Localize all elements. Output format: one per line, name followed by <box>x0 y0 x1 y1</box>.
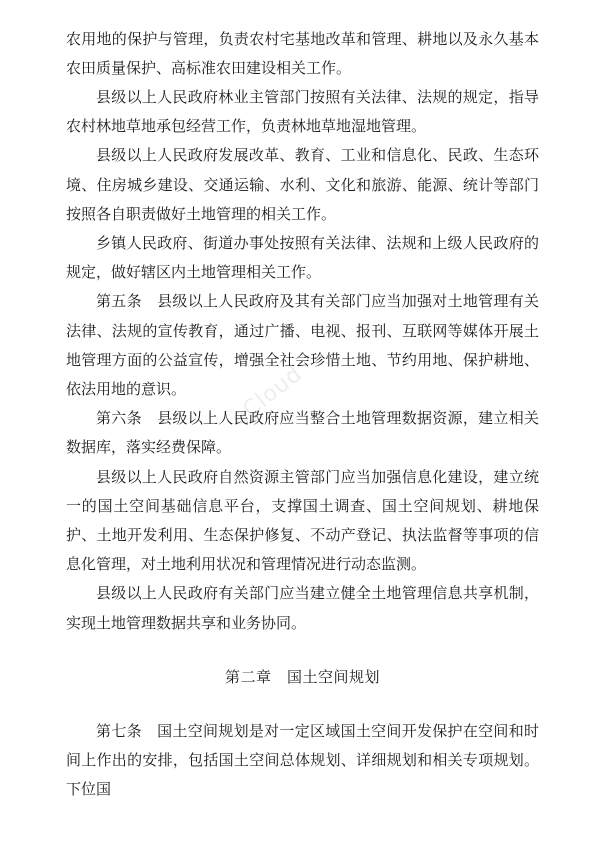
article-5: 第五条 县级以上人民政府及其有关部门应当加强对土地管理有关法律、法规的宣传教育，通过广播、电视、报刊、互联网等媒体开展土地管理方面的公益宣传，增强全社会珍惜土地、节约用地、保护耕地、依法用地的意识。 <box>66 292 539 399</box>
paragraph-departments: 县级以上人民政府发展改革、教育、工业和信息化、民政、生态环境、住房城乡建设、交通运输、水利、文化和旅游、能源、统计等部门按照各自职责做好土地管理的相关工作。 <box>66 146 539 223</box>
watermark-logo: eCloud <box>226 361 308 432</box>
article-6: 第六条 县级以上人民政府应当整合土地管理数据资源，建立相关数据库，落实经费保障。 <box>66 409 539 457</box>
paragraph-township: 乡镇人民政府、街道办事处按照有关法律、法规和上级人民政府的规定，做好辖区内土地管理相关工作。 <box>66 234 539 282</box>
paragraph-informatization: 县级以上人民政府自然资源主管部门应当加强信息化建设，建立统一的国土空间基础信息平台，支撑国土调查、国土空间规划、耕地保护、土地开发利用、生态保护修复、不动产登记、执法监督等事项的信息化管理，对土地利用状况和管理情况进行动态监测。 <box>66 467 539 574</box>
document-body <box>66 25 539 805</box>
paragraph-data-sharing: 县级以上人民政府有关部门应当建立健全土地管理信息共享机制，实现土地管理数据共享和业务协同。 <box>66 584 539 632</box>
paragraph-forestry: 县级以上人民政府林业主管部门按照有关法律、法规的规定，指导农村林地草地承包经营工作，负责林地草地湿地管理。 <box>66 88 539 136</box>
paragraph-continued: 农用地的保护与管理，负责农村宅基地改革和管理、耕地以及永久基本农田质量保护、高标准农田建设相关工作。 <box>66 29 539 77</box>
article-7: 第七条 国土空间规划是对一定区域国土空间开发保护在空间和时间上作出的安排，包括国土空间总体规划、详细规划和相关专项规划。下位国 <box>66 722 539 799</box>
chapter-heading: 第二章 国土空间规划 <box>224 667 380 686</box>
